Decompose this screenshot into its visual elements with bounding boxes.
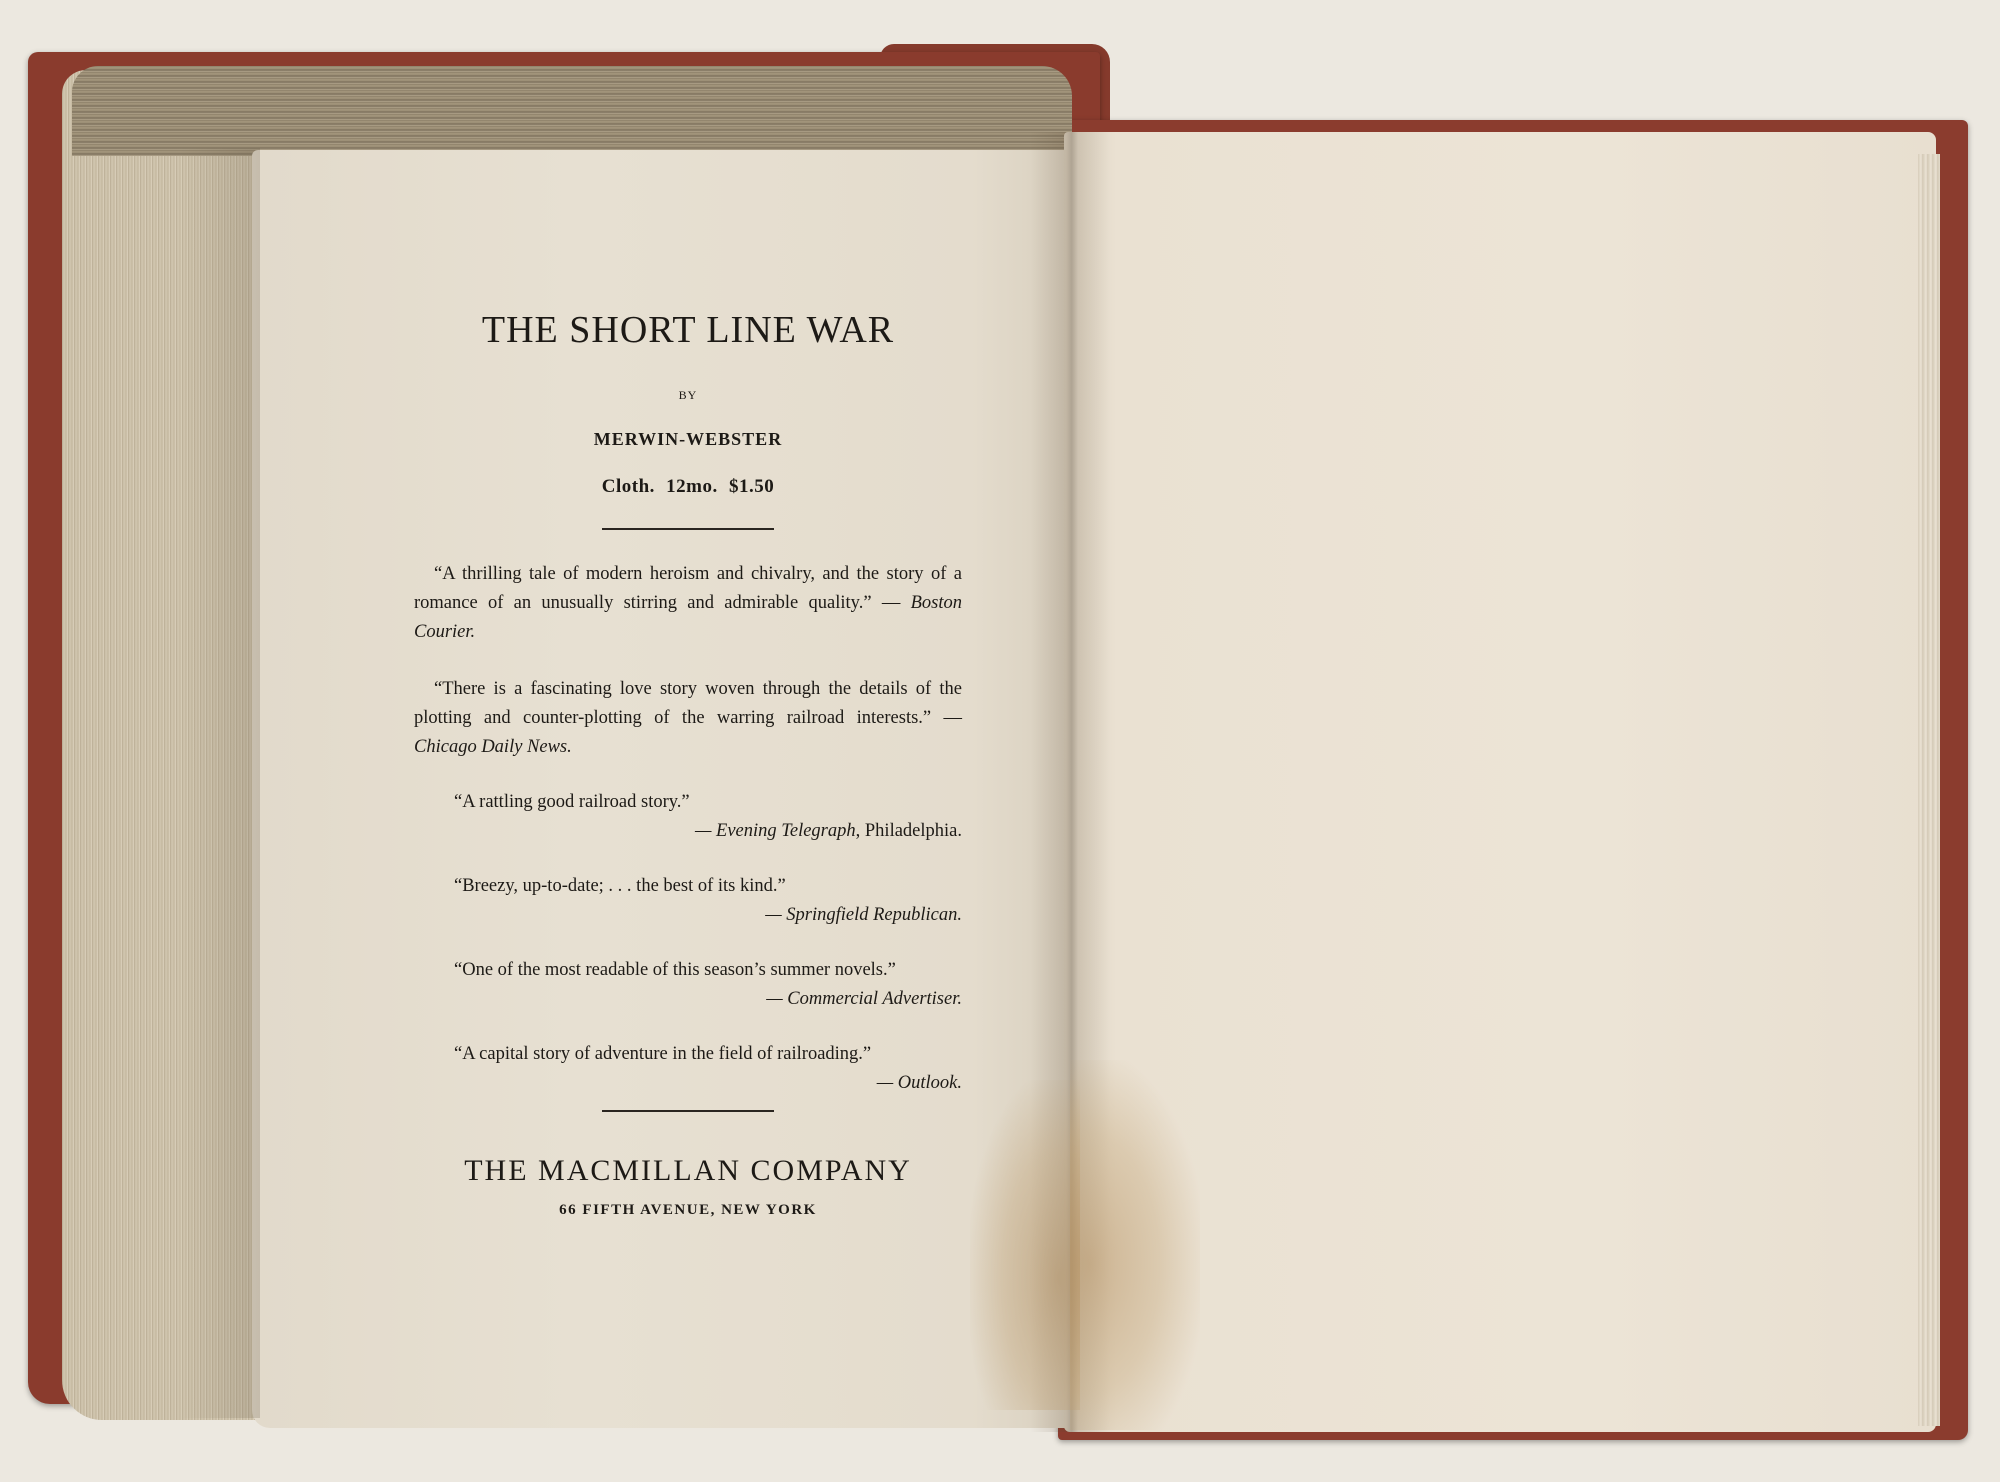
review-5 xyxy=(414,956,962,1014)
by-label: BY xyxy=(678,388,698,402)
review-2 xyxy=(414,675,962,762)
review-source-place: , Philadelphia. xyxy=(855,821,962,841)
water-stain-left xyxy=(970,1080,1080,1410)
price-line: Cloth. 12mo. $1.50 xyxy=(601,476,775,497)
review-source: Chicago Daily News. xyxy=(414,737,572,757)
publisher-address: 66 FIFTH AVENUE, NEW YORK xyxy=(559,1202,817,1218)
review-3 xyxy=(414,788,962,846)
review-source: — Outlook. xyxy=(876,1073,962,1093)
review-source xyxy=(414,817,962,846)
stack-shadow xyxy=(180,148,260,1418)
review-6 xyxy=(414,1040,962,1098)
review-source-title: — Evening Telegraph xyxy=(694,821,856,841)
water-stain-right xyxy=(1070,1060,1200,1430)
review-quote: “A rattling good railroad story.” xyxy=(454,792,690,812)
review-1 xyxy=(414,560,962,647)
review-quote: “One of the most readable of this season’s summer novels.” xyxy=(454,960,896,980)
book-title: THE SHORT LINE WAR xyxy=(481,309,895,351)
review-source: — Commercial Advertiser. xyxy=(766,989,962,1009)
author-name: MERWIN-WEBSTER xyxy=(593,429,783,449)
review-quote: “There is a fascinating love story woven through the details of the plotting and counter-plotting of the warring railroad interests.” — xyxy=(414,679,962,728)
review-quote: “Breezy, up-to-date; . . . the best of its kind.” xyxy=(454,876,786,896)
advertisement-text xyxy=(414,308,962,1219)
review-source: Boston Courier. xyxy=(414,593,962,642)
review-quote: “A capital story of adventure in the field of railroading.” xyxy=(454,1044,872,1064)
right-page-edges xyxy=(1918,154,1940,1426)
review-4 xyxy=(414,872,962,930)
publisher-name: THE MACMILLAN COMPANY xyxy=(464,1154,912,1187)
review-quote: “A thrilling tale of modern heroism and chivalry, and the story of a romance of an unusually stirring and admirable quality.” — xyxy=(414,564,962,613)
page-stack-top xyxy=(72,66,1072,156)
divider-rule xyxy=(602,1110,774,1112)
divider-rule xyxy=(602,528,774,530)
review-source: — Springfield Republican. xyxy=(765,905,962,925)
